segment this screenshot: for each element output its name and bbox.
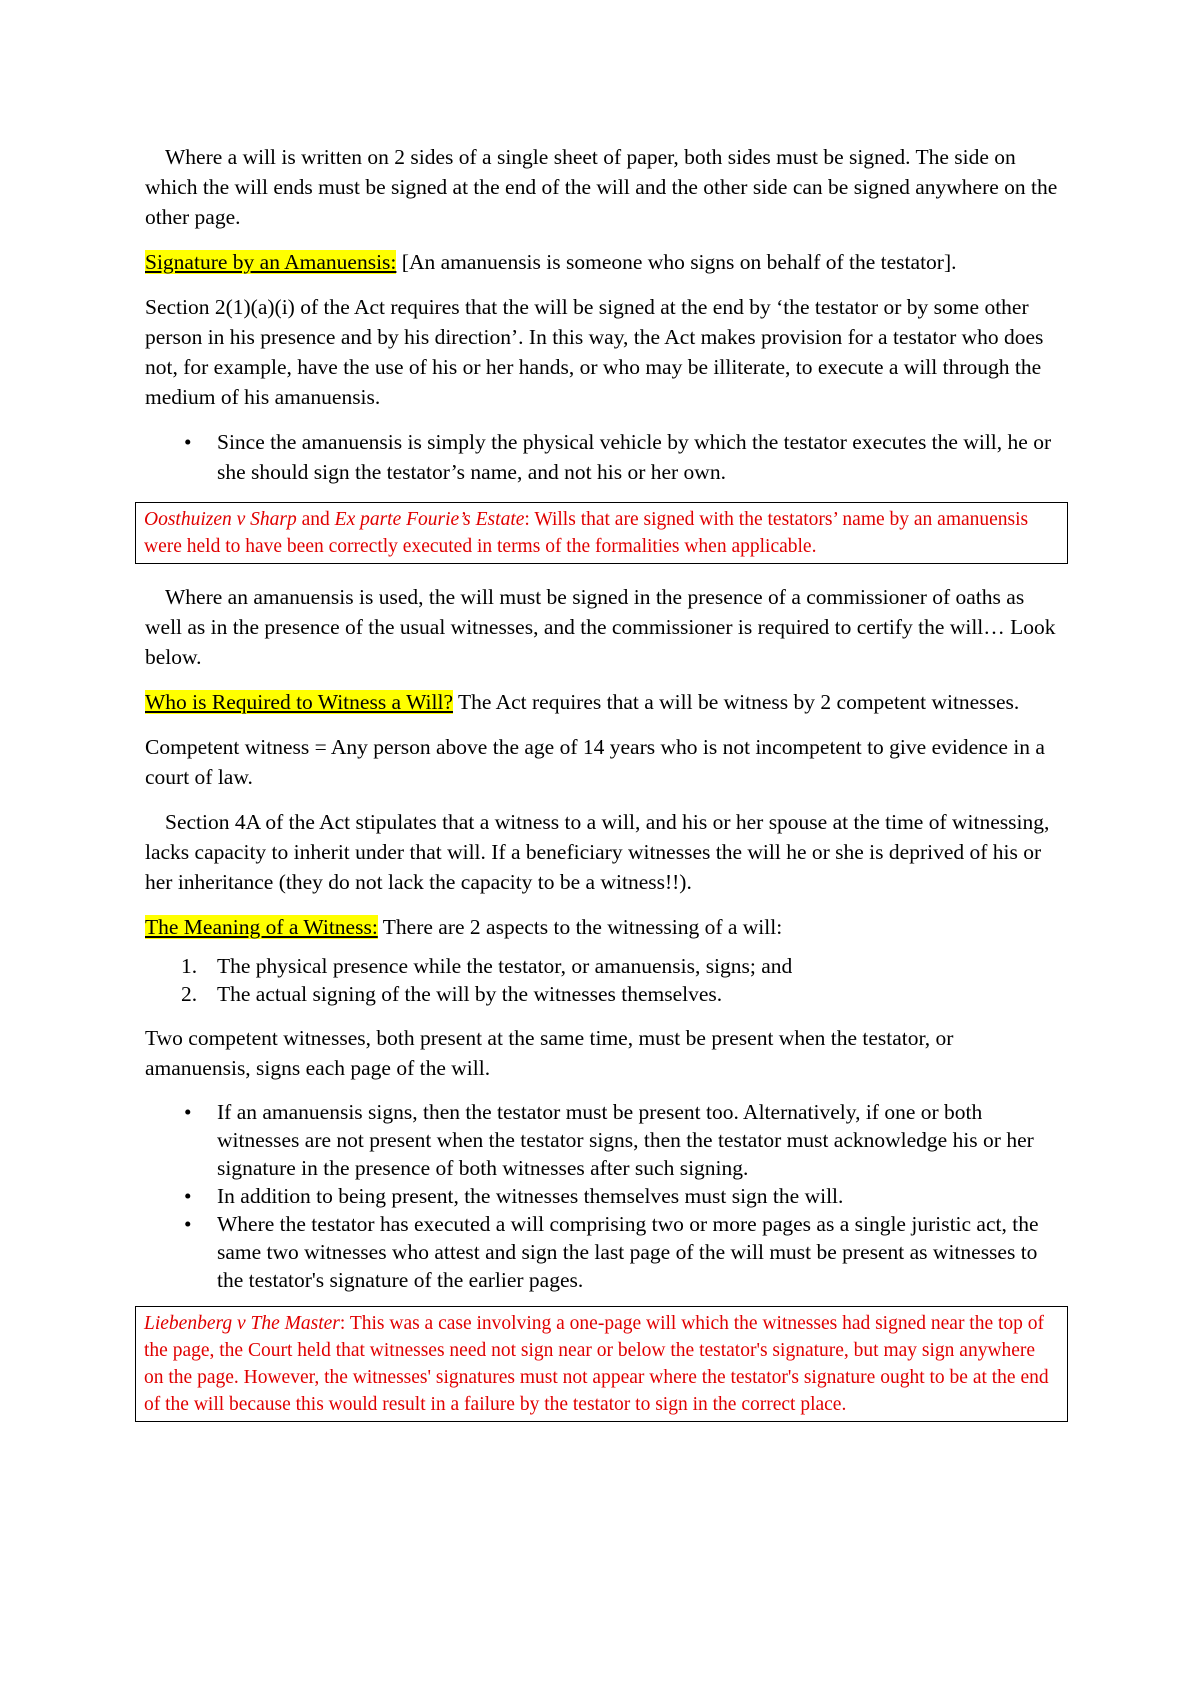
paragraph-text: [An amanuensis is someone who signs on behalf of the testator]. <box>396 250 957 274</box>
case-box-oosthuizen <box>135 502 1068 564</box>
heading-witness-required: Who is Required to Witness a Will? <box>145 690 453 714</box>
list-item-text: The actual signing of the will by the witnesses themselves. <box>217 982 723 1006</box>
list-number: 2. <box>181 982 198 1006</box>
case-connector: and <box>296 509 335 530</box>
bullet-icon: • <box>184 1212 192 1236</box>
list-item <box>145 427 1060 487</box>
case-box-liebenberg <box>135 1306 1068 1422</box>
paragraph-text: Section 2(1)(a)(i) of the Act requires that the will be signed at the end by ‘the testator or by some other person in his presence and by his direction’. In this way, the Act makes provision for a testator who does not, for example, have the use of his or her hands, or who may be illiterate, to execute a will through the medium of his amanuensis. <box>145 295 1044 409</box>
paragraph-text: Where an amanuensis is used, the will must be signed in the presence of a commissioner of oaths as well as in the presence of the usual witnesses, and the commissioner is required to certify the will… Look below. <box>145 585 1056 669</box>
list-item-text: Where the testator has executed a will comprising two or more pages as a single juristic act, the same two witnesses who attest and sign the last page of the will must be present as witnesses to the testator's signature of the earlier pages. <box>217 1212 1039 1292</box>
numbered-list-aspects <box>145 952 1060 1008</box>
heading-amanuensis: Signature by an Amanuensis: <box>145 250 397 274</box>
list-item <box>145 1182 1060 1210</box>
list-item <box>145 1210 1060 1294</box>
list-item <box>145 1098 1060 1182</box>
paragraph-text: The Act requires that a will be witness by 2 competent witnesses. <box>452 690 1020 714</box>
paragraph-meaning-witness <box>145 912 1060 942</box>
paragraph-amanuensis <box>145 247 1060 277</box>
paragraph-competent-witness <box>145 732 1060 792</box>
bullet-icon: • <box>184 430 192 454</box>
list-item <box>145 980 1060 1008</box>
paragraph-text: Where a will is written on 2 sides of a single sheet of paper, both sides must be signed. The side on which the will ends must be signed at the end of the will and the other side can be signed anywhere on the other page. <box>145 145 1058 229</box>
paragraph-section-4a <box>145 807 1060 897</box>
case-name: Liebenberg v The Master <box>144 1313 340 1334</box>
paragraph-text: Competent witness = Any person above the age of 14 years who is not incompetent to give evidence in a court of law. <box>145 735 1045 789</box>
paragraph-text: Section 4A of the Act stipulates that a witness to a will, and his or her spouse at the time of witnessing, lacks capacity to inherit under that will. If a beneficiary witnesses the will he or she is deprived of his or her inheritance (they do not lack the capacity to be a witness!!). <box>145 810 1050 894</box>
document-page <box>145 142 1060 1440</box>
paragraph-two-sides <box>145 142 1060 232</box>
case-name: Oosthuizen v Sharp <box>144 509 297 530</box>
paragraph-section-2 <box>145 292 1060 412</box>
bullet-list-witnesses <box>145 1098 1060 1294</box>
list-item-text: Since the amanuensis is simply the physical vehicle by which the testator executes the will, he or she should sign the testator’s name, and not his or her own. <box>217 430 1052 484</box>
bullet-icon: • <box>184 1100 192 1124</box>
bullet-icon: • <box>184 1184 192 1208</box>
case-text: : Wills that are signed with the testators’ name by an amanuensis were held to have been correctly executed in terms of the formalities when applicable. <box>144 509 1029 557</box>
case-name: Ex parte Fourie’s Estate <box>334 509 525 530</box>
paragraph-two-witnesses <box>145 1023 1060 1083</box>
list-number: 1. <box>181 954 198 978</box>
paragraph-witness-required <box>145 687 1060 717</box>
list-item-text: The physical presence while the testator, or amanuensis, signs; and <box>217 954 793 978</box>
heading-meaning-witness: The Meaning of a Witness: <box>145 915 378 939</box>
list-item-text: If an amanuensis signs, then the testator must be present too. Alternatively, if one or both witnesses are not present when the testator signs, then the testator must acknowledge his or her signature in the presence of both witnesses after such signing. <box>217 1100 1034 1180</box>
list-item-text: In addition to being present, the witnesses themselves must sign the will. <box>217 1184 844 1208</box>
paragraph-text: Two competent witnesses, both present at the same time, must be present when the testator, or amanuensis, signs each page of the will. <box>145 1026 954 1080</box>
paragraph-text: There are 2 aspects to the witnessing of a will: <box>377 915 783 939</box>
paragraph-commissioner <box>145 582 1060 672</box>
case-text: : This was a case involving a one-page will which the witnesses had signed near the top of the page, the Court held that witnesses need not sign near or below the testator's signature, but may sign anywhere on the page. However, the witnesses' signatures must not appear where the testator's signature ought to be at the end of the will because this would result in a failure by the testator to sign in the correct place. <box>144 1313 1049 1415</box>
bullet-list-amanuensis <box>145 427 1060 487</box>
list-item <box>145 952 1060 980</box>
